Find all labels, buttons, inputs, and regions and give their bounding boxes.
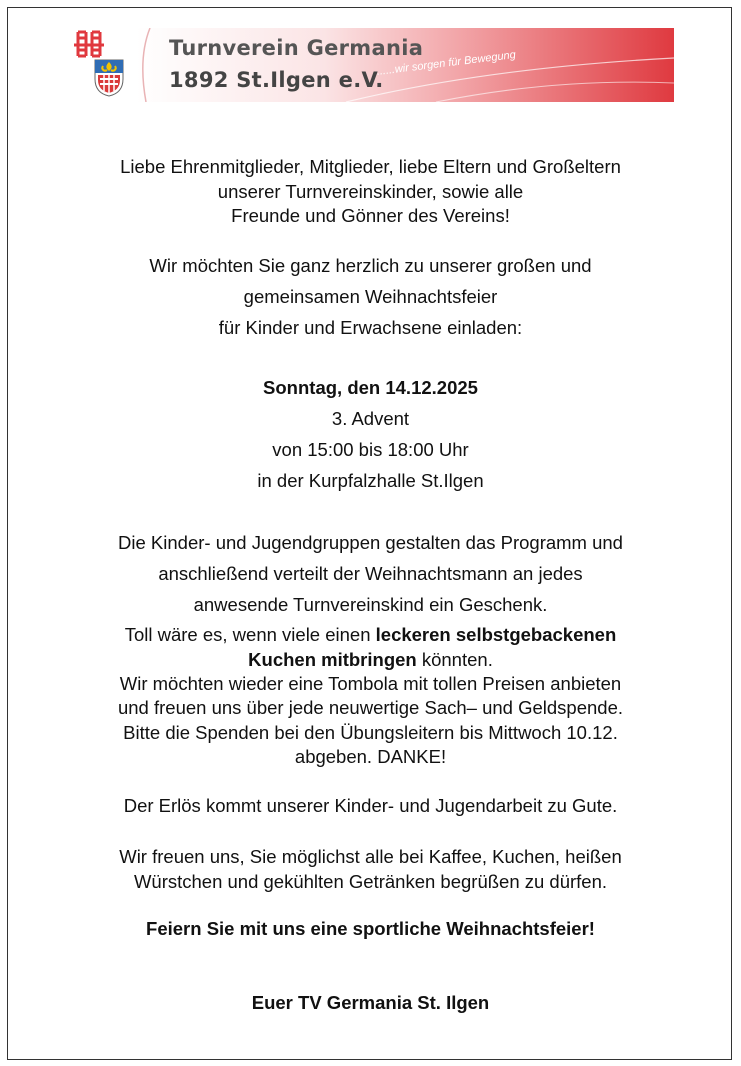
tombola-line-3: Bitte die Spenden bei den Übungsleitern bis Mittwoch 10.12. (123, 722, 618, 743)
event-time: von 15:00 bis 18:00 Uhr (272, 439, 469, 460)
invite-line-2: gemeinsamen Weihnachtsfeier (243, 286, 498, 307)
turnerkreuz-icon (74, 29, 104, 59)
banner (136, 28, 674, 102)
cake-text-bold-2: Kuchen mitbringen (248, 649, 417, 670)
intro-line-1: Liebe Ehrenmitglieder, Mitglieder, liebe Eltern und Großeltern (120, 156, 621, 177)
cake-line-1 (0, 623, 741, 646)
letterhead (68, 25, 674, 105)
club-name: Turnverein Germania (169, 36, 424, 60)
celebrate-text: Feiern Sie mit uns eine sportliche Weihnachtsfeier! (146, 918, 595, 939)
cake-text-bold-1: leckeren selbstgebackenen (375, 624, 617, 645)
intro-line-3: Freunde und Gönner des Vereins! (231, 205, 510, 226)
cake-text-post: könnten. (416, 649, 493, 670)
welcome-line-2: Würstchen und gekühlten Getränken begrüßen zu dürfen. (133, 871, 608, 892)
tombola-line-4: abgeben. DANKE! (294, 746, 447, 767)
cake-text-pre: Toll wäre es, wenn viele einen (124, 624, 376, 645)
program-line-3: anwesende Turnvereinskind ein Geschenk. (193, 594, 548, 615)
event-date: Sonntag, den 14.12.2025 (263, 377, 478, 398)
event-advent: 3. Advent (331, 408, 410, 429)
invite-line-3: für Kinder und Erwachsene einladen: (218, 317, 523, 338)
coat-of-arms-icon (92, 57, 126, 97)
signature: Euer TV Germania St. Ilgen (251, 992, 490, 1013)
welcome-line-1: Wir freuen uns, Sie möglichst alle bei Kaffee, Kuchen, heißen (119, 846, 622, 867)
tombola-line-1: Wir möchten wieder eine Tombola mit tollen Preisen anbieten (119, 673, 622, 694)
intro-line-2: unserer Turnvereinskinder, sowie alle (217, 181, 524, 202)
invite-line-1: Wir möchten Sie ganz herzlich zu unserer großen und (149, 255, 592, 276)
cake-line-2 (0, 648, 741, 671)
event-location: in der Kurpfalzhalle St.Ilgen (257, 470, 484, 491)
slogan: ......wir sorgen für Bewegung (376, 48, 517, 78)
program-line-1: Die Kinder- und Jugendgruppen gestalten das Programm und (118, 532, 623, 553)
club-year: 1892 St.Ilgen e.V. (169, 68, 384, 92)
tombola-line-2: und freuen uns über jede neuwertige Sach– und Geldspende. (117, 697, 623, 718)
proceeds-text: Der Erlös kommt unserer Kinder- und Jugendarbeit zu Gute. (123, 795, 618, 816)
program-line-2: anschließend verteilt der Weihnachtsmann an jedes (158, 563, 583, 584)
